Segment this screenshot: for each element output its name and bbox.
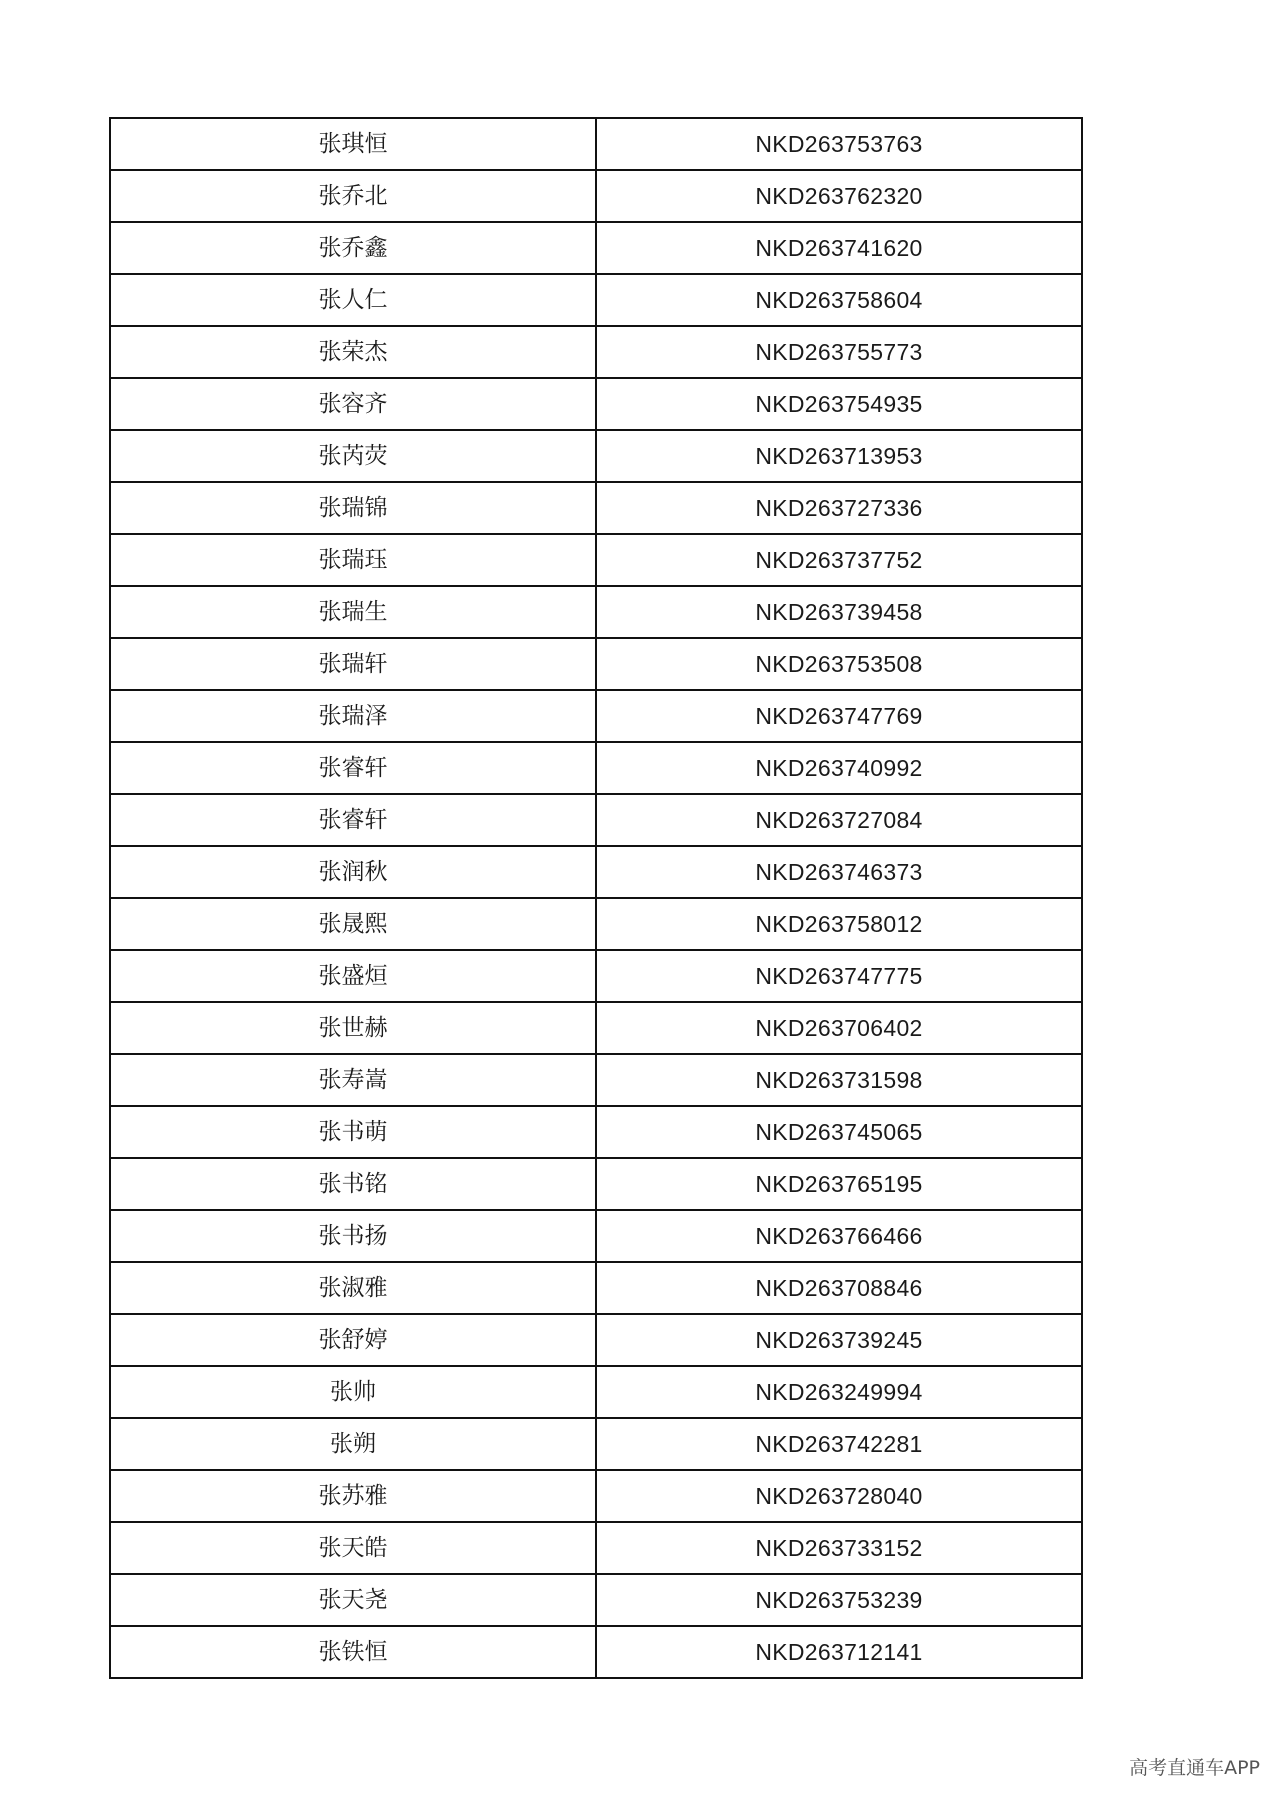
name-cell: 张睿轩 — [110, 794, 596, 846]
id-cell: NKD263742281 — [596, 1418, 1082, 1470]
name-cell: 张帅 — [110, 1366, 596, 1418]
table-row — [110, 1470, 1082, 1522]
id-cell: NKD263758604 — [596, 274, 1082, 326]
table-row — [110, 378, 1082, 430]
id-cell: NKD263753508 — [596, 638, 1082, 690]
id-cell: NKD263728040 — [596, 1470, 1082, 1522]
table-row — [110, 1002, 1082, 1054]
name-cell: 张芮荧 — [110, 430, 596, 482]
name-cell: 张乔鑫 — [110, 222, 596, 274]
id-cell: NKD263739458 — [596, 586, 1082, 638]
table-row — [110, 274, 1082, 326]
table-row — [110, 898, 1082, 950]
id-cell: NKD263762320 — [596, 170, 1082, 222]
name-cell: 张润秋 — [110, 846, 596, 898]
name-cell: 张朔 — [110, 1418, 596, 1470]
watermark-text: 高考直通车APP — [1129, 1757, 1260, 1779]
name-cell: 张世赫 — [110, 1002, 596, 1054]
table-row — [110, 1574, 1082, 1626]
id-cell: NKD263741620 — [596, 222, 1082, 274]
name-cell: 张铁恒 — [110, 1626, 596, 1678]
name-cell: 张琪恒 — [110, 118, 596, 170]
table-row — [110, 118, 1082, 170]
name-cell: 张荣杰 — [110, 326, 596, 378]
table-row — [110, 222, 1082, 274]
table-row — [110, 846, 1082, 898]
table-row — [110, 1626, 1082, 1678]
name-cell: 张人仁 — [110, 274, 596, 326]
name-cell: 张舒婷 — [110, 1314, 596, 1366]
name-cell: 张书铭 — [110, 1158, 596, 1210]
id-cell: NKD263746373 — [596, 846, 1082, 898]
table-row — [110, 1210, 1082, 1262]
name-cell: 张瑞珏 — [110, 534, 596, 586]
id-cell: NKD263747769 — [596, 690, 1082, 742]
id-cell: NKD263755773 — [596, 326, 1082, 378]
table-row — [110, 430, 1082, 482]
id-cell: NKD263733152 — [596, 1522, 1082, 1574]
table-row — [110, 690, 1082, 742]
name-cell: 张晟熙 — [110, 898, 596, 950]
name-cell: 张书扬 — [110, 1210, 596, 1262]
name-cell: 张乔北 — [110, 170, 596, 222]
table-row — [110, 794, 1082, 846]
name-cell: 张淑雅 — [110, 1262, 596, 1314]
id-cell: NKD263249994 — [596, 1366, 1082, 1418]
table-row — [110, 1054, 1082, 1106]
name-cell: 张苏雅 — [110, 1470, 596, 1522]
name-cell: 张天尧 — [110, 1574, 596, 1626]
name-cell: 张瑞轩 — [110, 638, 596, 690]
id-cell: NKD263712141 — [596, 1626, 1082, 1678]
id-cell: NKD263754935 — [596, 378, 1082, 430]
name-cell: 张盛烜 — [110, 950, 596, 1002]
id-cell: NKD263740992 — [596, 742, 1082, 794]
table-row — [110, 1262, 1082, 1314]
table-row — [110, 1366, 1082, 1418]
name-cell: 张天皓 — [110, 1522, 596, 1574]
id-cell: NKD263747775 — [596, 950, 1082, 1002]
table-row — [110, 1418, 1082, 1470]
table-row — [110, 1106, 1082, 1158]
name-cell: 张睿轩 — [110, 742, 596, 794]
table-row — [110, 482, 1082, 534]
name-cell: 张寿嵩 — [110, 1054, 596, 1106]
table-row — [110, 1158, 1082, 1210]
id-cell: NKD263739245 — [596, 1314, 1082, 1366]
table-row — [110, 586, 1082, 638]
id-cell: NKD263758012 — [596, 898, 1082, 950]
table-body — [110, 118, 1082, 1678]
id-cell: NKD263765195 — [596, 1158, 1082, 1210]
id-cell: NKD263753763 — [596, 118, 1082, 170]
id-cell: NKD263745065 — [596, 1106, 1082, 1158]
name-cell: 张瑞生 — [110, 586, 596, 638]
name-id-table — [109, 117, 1083, 1679]
id-cell: NKD263766466 — [596, 1210, 1082, 1262]
table-row — [110, 326, 1082, 378]
id-cell: NKD263731598 — [596, 1054, 1082, 1106]
id-cell: NKD263727084 — [596, 794, 1082, 846]
name-cell: 张瑞泽 — [110, 690, 596, 742]
name-cell: 张瑞锦 — [110, 482, 596, 534]
table-row — [110, 534, 1082, 586]
id-cell: NKD263713953 — [596, 430, 1082, 482]
table-row — [110, 1314, 1082, 1366]
table-row — [110, 742, 1082, 794]
table-row — [110, 638, 1082, 690]
id-cell: NKD263706402 — [596, 1002, 1082, 1054]
table-row — [110, 950, 1082, 1002]
id-cell: NKD263727336 — [596, 482, 1082, 534]
id-cell: NKD263753239 — [596, 1574, 1082, 1626]
table-row — [110, 170, 1082, 222]
table-row — [110, 1522, 1082, 1574]
name-cell: 张容齐 — [110, 378, 596, 430]
id-cell: NKD263737752 — [596, 534, 1082, 586]
id-cell: NKD263708846 — [596, 1262, 1082, 1314]
name-cell: 张书萌 — [110, 1106, 596, 1158]
